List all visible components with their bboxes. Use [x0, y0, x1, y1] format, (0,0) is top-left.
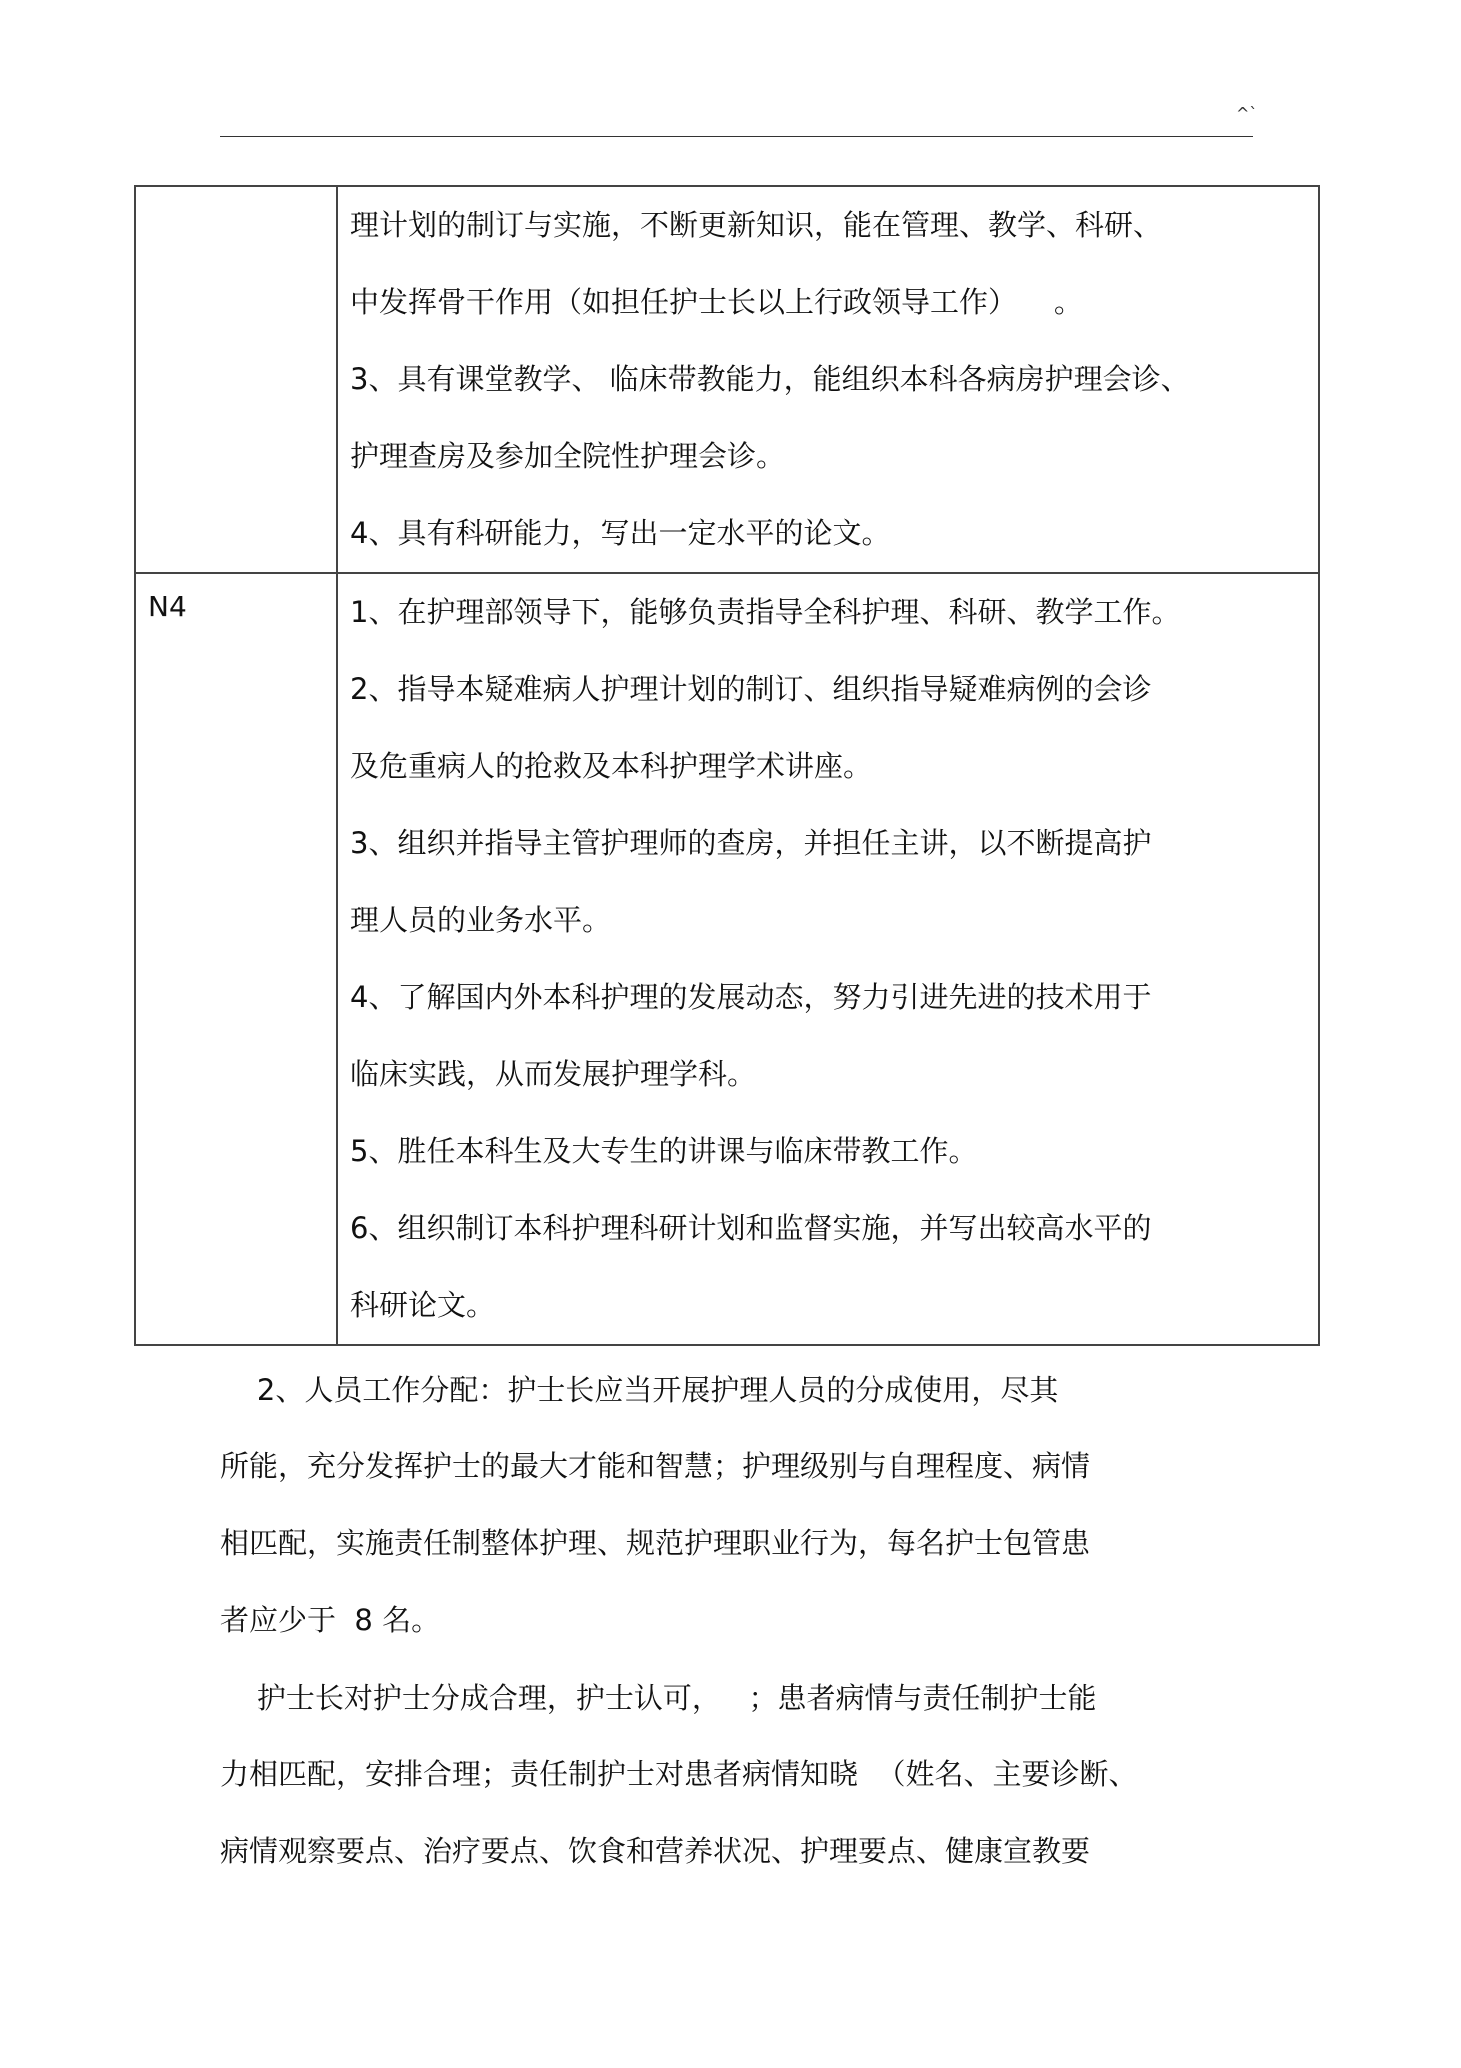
table-line: 4、了解国内外本科护理的发展动态，努力引进先进的技术用于: [350, 980, 1152, 1014]
level-cell: [135, 573, 337, 1345]
table-line: 3、组织并指导主管护理师的查房，并担任主讲，以不断提高护: [350, 826, 1152, 860]
header-mark: ^`: [1236, 104, 1258, 123]
table-line: 临床实践，从而发展护理学科。: [350, 1057, 757, 1091]
body-text-line: 所能，充分发挥护士的最大才能和智慧；护理级别与自理程度、病情: [220, 1449, 1091, 1483]
body-text-line: 者应少于 8 名。: [220, 1603, 441, 1637]
level-cell: [135, 186, 337, 573]
table-line: 科研论文。: [350, 1288, 496, 1322]
description-cell: [337, 573, 1319, 1345]
body-text-line: 相匹配，实施责任制整体护理、规范护理职业行为，每名护士包管患: [220, 1526, 1091, 1560]
table-line: 4、具有科研能力，写出一定水平的论文。: [350, 516, 891, 550]
body-text-line: 护士长对护士分成合理，护士认可， ；患者病情与责任制护士能: [220, 1681, 1097, 1715]
table-line: 护理查房及参加全院性护理会诊。: [350, 439, 786, 473]
body-text-line: 2、人员工作分配：护士长应当开展护理人员的分成使用，尽其: [220, 1373, 1059, 1407]
table-line: 2、指导本疑难病人护理计划的制订、组织指导疑难病例的会诊: [350, 672, 1152, 706]
table-line: 1、在护理部领导下，能够负责指导全科护理、科研、教学工作。: [350, 595, 1181, 629]
competency-table: [134, 185, 1320, 1346]
body-text-line: 力相匹配，安排合理；责任制护士对患者病情知晓 （姓名、主要诊断、: [220, 1757, 1138, 1791]
table-line: 6、组织制订本科护理科研计划和监督实施，并写出较高水平的: [350, 1211, 1152, 1245]
table-line: 理人员的业务水平。: [350, 903, 612, 937]
table-line: 5、胜任本科生及大专生的讲课与临床带教工作。: [350, 1134, 978, 1168]
table-row: [135, 186, 1319, 573]
table-line: 中发挥骨干作用（如担任护士长以上行政领导工作） 。: [350, 285, 1083, 319]
level-label: [136, 187, 336, 203]
table-row: [135, 573, 1319, 1345]
table-line: 及危重病人的抢救及本科护理学术讲座。: [350, 749, 873, 783]
body-text-line: 病情观察要点、治疗要点、饮食和营养状况、护理要点、健康宣教要: [220, 1834, 1091, 1868]
description-cell: [337, 186, 1319, 573]
table-line: 理计划的制订与实施，不断更新知识，能在管理、教学、科研、: [350, 208, 1163, 242]
table-line: 3、具有课堂教学、 临床带教能力，能组织本科各病房护理会诊、: [350, 362, 1190, 396]
level-label: N4: [148, 590, 187, 623]
header-rule: [220, 136, 1253, 137]
